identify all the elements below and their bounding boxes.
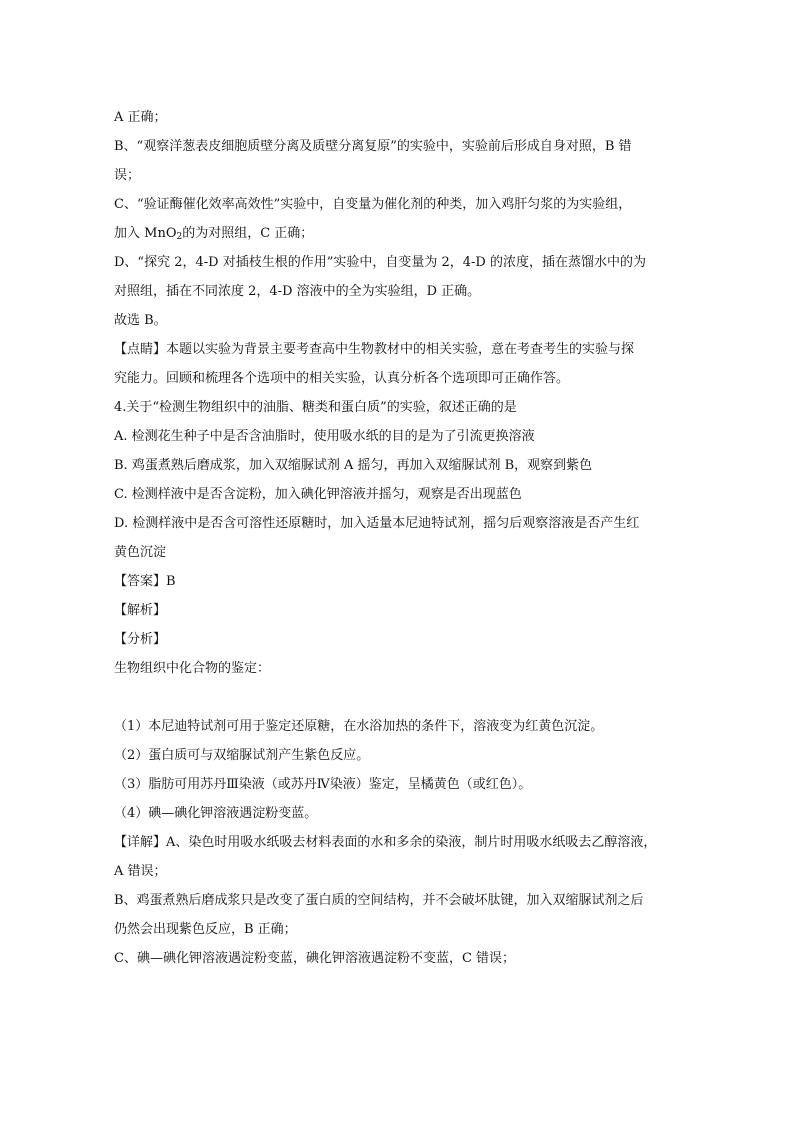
list-item: （1）本尼迪特试剂可用于鉴定还原糖，在水浴加热的条件下，溶液变为红黄色沉淀。	[114, 719, 604, 734]
text-line: A 正确；	[114, 110, 167, 125]
option-c: C. 检测样液中是否含淀粉，加入碘化钾溶液并摇匀，观察是否出现蓝色	[114, 487, 522, 502]
text-line-with-formula	[114, 219, 682, 248]
text-line: C、碘—碘化钾溶液遇淀粉变蓝，碘化钾溶液遇淀粉不变蓝，C 错误；	[114, 951, 516, 966]
option-b: B. 鸡蛋煮熟后磨成浆，加入双缩脲试剂 A 摇匀，再加入双缩脲试剂 B，观察到紫色	[114, 458, 593, 473]
section-heading: 【解析】	[114, 603, 167, 618]
text-line: 误；	[114, 168, 141, 183]
option-a: A. 检测花生种子中是否含油脂时，使用吸水纸的目的是为了引流更换溶液	[114, 429, 535, 444]
answer-line: 【答案】B	[114, 574, 176, 589]
list-item: （3）脂肪可用苏丹Ⅲ染液（或苏丹Ⅳ染液）鉴定，呈橘黄色（或红色）。	[114, 777, 532, 792]
section-heading: 【分析】	[114, 632, 167, 647]
text-line: 【点睛】本题以实验为背景主要考查高中生物教材中的相关实验，意在考查考生的实验与探	[114, 342, 635, 357]
question-stem: 4.关于“检测生物组织中的油脂、糖类和蛋白质”的实验，叙述正确的是	[114, 400, 517, 415]
blank-line	[114, 683, 682, 712]
option-d: D. 检测样液中是否含可溶性还原糖时，加入适量本尼迪特试剂，摇匀后观察溶液是否产生红	[114, 516, 640, 531]
option-d-continued: 黄色沉淀	[114, 545, 167, 560]
text-fragment: 加入 MnO	[114, 226, 177, 241]
subscript: 2	[176, 232, 183, 242]
list-item: （4）碘—碘化钾溶液遇淀粉变蓝。	[114, 806, 318, 821]
text-line: B、“观察洋葱表皮细胞质壁分离及质壁分离复原”的实验中，实验前后形成自身对照，B 错	[114, 139, 632, 154]
text-line: 生物组织中化合物的鉴定：	[114, 661, 271, 676]
text-line: B、鸡蛋煮熟后磨成浆只是改变了蛋白质的空间结构，并不会破坏肽键，加入双缩脲试剂之后	[114, 893, 644, 908]
text-line: 故选 B。	[114, 313, 167, 328]
text-line: 究能力。回顾和梳理各个选项中的相关实验，认真分析各个选项即可正确作答。	[114, 371, 570, 386]
text-line: C、“验证酶催化效率高效性”实验中，自变量为催化剂的种类，加入鸡肝匀浆的为实验组，	[114, 197, 632, 212]
text-line: D、“探究 2，4-D 对插枝生根的作用”实验中，自变量为 2，4-D 的浓度，插在蒸馏水中的为	[114, 255, 646, 270]
list-item: （2）蛋白质可与双缩脲试剂产生紫色反应。	[114, 748, 370, 763]
document-body	[114, 103, 682, 973]
text-line: 仍然会出现紫色反应，B 正确；	[114, 922, 297, 937]
text-line: A 错误；	[114, 864, 167, 879]
text-line: 【详解】A、染色时用吸水纸吸去材料表面的水和多余的染液，制片时用吸水纸吸去乙醇溶液，	[114, 835, 657, 850]
text-line: 对照组，插在不同浓度 2，4-D 溶液中的全为实验组，D 正确。	[114, 284, 481, 299]
text-fragment: 的为对照组，C 正确；	[182, 226, 314, 241]
